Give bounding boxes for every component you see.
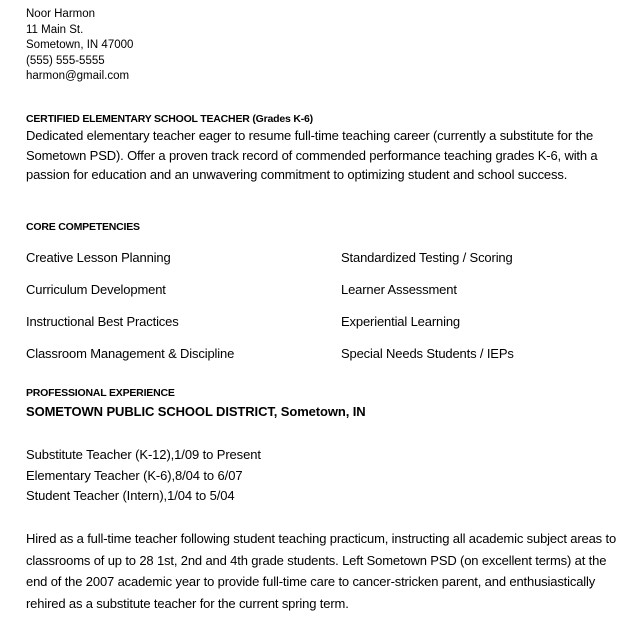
competency-item: Creative Lesson Planning (26, 250, 171, 265)
contact-address: 11 Main St. (26, 23, 84, 36)
competencies-list (26, 250, 626, 378)
competency-row (26, 250, 626, 282)
contact-email: harmon@gmail.com (26, 70, 130, 82)
professional-experience-heading: PROFESSIONAL EXPERIENCE (26, 387, 175, 399)
competency-item: Special Needs Students / IEPs (341, 346, 514, 361)
contact-city-state-zip: Sometown, IN 47000 (26, 39, 134, 51)
competency-row (26, 346, 626, 378)
competency-item: Curriculum Development (26, 282, 166, 297)
positions-list (26, 445, 261, 507)
employer-name: SOMETOWN PUBLIC SCHOOL DISTRICT, Sometown, IN (26, 404, 366, 419)
competency-item: Classroom Management & Discipline (26, 346, 235, 361)
core-competencies-heading: CORE COMPETENCIES (26, 221, 140, 233)
contact-block (26, 7, 133, 85)
summary-heading: CERTIFIED ELEMENTARY SCHOOL TEACHER (Grades K-6) (26, 113, 313, 125)
contact-phone: (555) 555-5555 (26, 54, 105, 67)
competency-item: Standardized Testing / Scoring (341, 250, 513, 265)
position-item: Student Teacher (Intern),1/04 to 5/04 (26, 488, 235, 503)
competency-item: Experiential Learning (341, 314, 460, 329)
position-item: Elementary Teacher (K-6),8/04 to 6/07 (26, 467, 243, 483)
summary-paragraph: Dedicated elementary teacher eager to resume full-time teaching career (currently a substitute for the Sometown PSD). Offer a proven track record of commended performance teaching grades K-6, with a passion for education and an unwavering commitment to optimizing student and school success. (26, 128, 598, 182)
competency-item: Learner Assessment (341, 282, 457, 297)
competency-item: Instructional Best Practices (26, 314, 179, 329)
competency-row (26, 314, 626, 346)
position-item: Substitute Teacher (K-12),1/09 to Present (26, 447, 261, 462)
contact-name: Noor Harmon (26, 8, 96, 20)
experience-description: Hired as a full-time teacher following student teaching practicum, instructing all academic subject areas to classrooms of up to 28 1st, 2nd and 4th grade students. Left Sometown PSD (on excellent terms) at the end of the 2007 academic year to provide full-time care to cancer-stricken parent, and enthusiastically rehired as a substitute teacher for the current spring term. (26, 531, 617, 611)
competency-row (26, 282, 626, 314)
